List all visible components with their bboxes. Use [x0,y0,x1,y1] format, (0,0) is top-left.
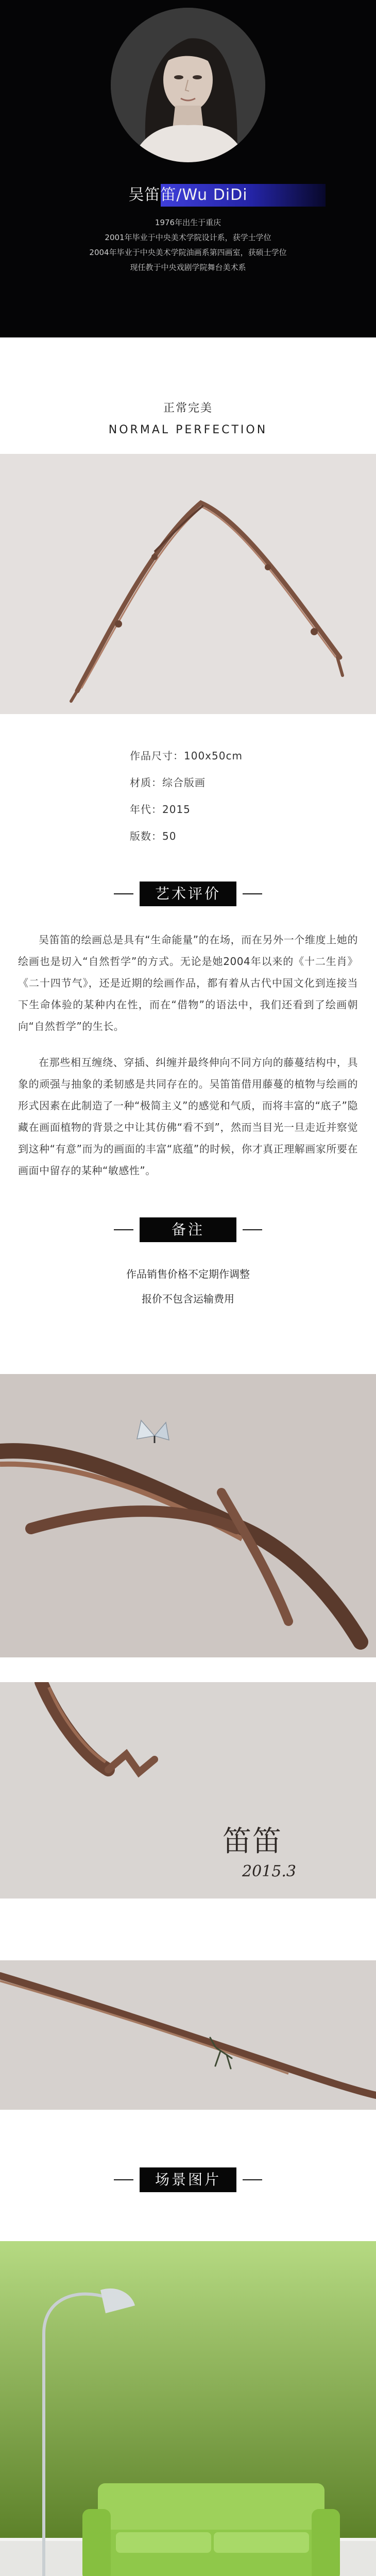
signature-mark: 笛笛 [223,1825,282,1858]
bio-line: 2001年毕业于中央美术学院设计系，获学士学位 [105,233,271,242]
artist-name: 吴笛笛/Wu DiDi [128,186,248,204]
spec-size: 作品尺寸：100x50cm [130,750,243,762]
bio-line: 现任教于中央戏剧学院舞台美术系 [130,263,246,272]
spec-edition: 版数：50 [130,830,177,842]
notes-heading: 备注 [140,1217,236,1242]
detail-image-mantis [0,1960,376,2110]
artist-header [0,0,376,337]
detail-image-butterfly [0,1374,376,1657]
spec-year: 年代：2015 [130,803,191,816]
bio-line: 2004年毕业于中央美术学院油画系第四画室，获硕士学位 [89,248,287,257]
review-paragraph: 在那些相互缠绕、穿插、纠缠并最终伸向不同方向的藤蔓结构中，具象的顽强与抽象的柔韧感是共同存在的。吴笛笛借用藤蔓的植物与绘画的形式因素在此制造了一种“极简主义”的感觉和气质，而将丰富的“底子”隐藏在画面植物的背景之中让其仿佛“看不到”，然而当目光一旦走近并察觉到这种“有意”而为的画面的丰富“底蕴”的时候，你才真正理解画家所要在画面中留存的某种“敏感性”。 [18,1056,358,1177]
bio-line: 1976年出生于重庆 [155,218,221,227]
detail-image-signature [0,1682,376,1899]
scene-heading: 场景图片 [140,2167,236,2192]
sofa-icon [82,2483,340,2576]
note-line: 报价不包含运输费用 [142,1293,234,1305]
review-text [18,929,358,1181]
work-specs [0,742,376,850]
review-heading: 艺术评价 [140,882,236,906]
note-line: 作品销售价格不定期作调整 [126,1268,250,1280]
review-paragraph: 吴笛笛的绘画总是具有“生命能量”的在场，而在另外一个维度上她的绘画也是切入“自然哲学”的方式。无论是她2004年以来的《十二生肖》《二十四节气》，还是近期的绘画作品，都有着从古代中国文化到连接当下生命体验的某种内在性，而在“借物”的语法中，我们还看到了绘画朝向“自然哲学”的生长。 [18,934,358,1032]
notes-list [0,1262,376,1311]
spec-material: 材质：综合版画 [130,776,206,789]
work-title: 正常完美 [163,402,213,415]
scene-image [0,2241,376,2576]
artist-bio [0,215,376,275]
artwork-image [0,454,376,714]
signature-date: 2015.3 [242,1862,296,1880]
work-title-english: NORMAL PERFECTION [108,423,268,436]
artist-portrait [111,8,265,162]
